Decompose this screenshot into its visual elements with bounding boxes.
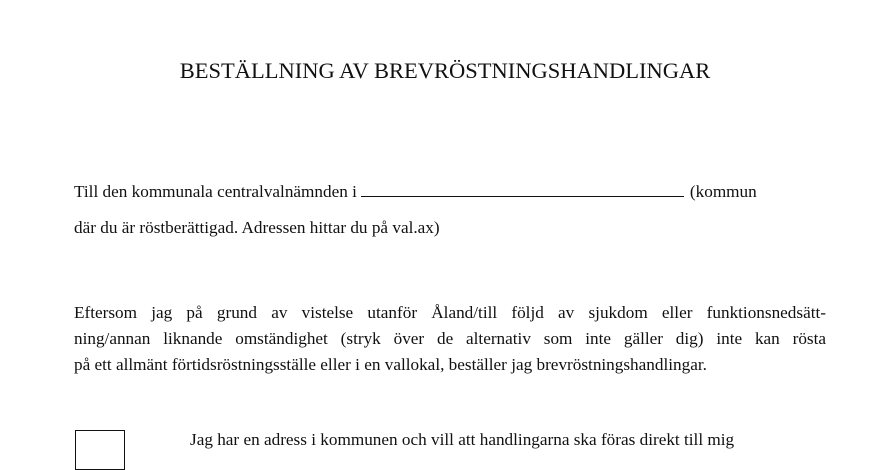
recipient-suffix: (kommun [689,182,757,201]
option-label-direct-delivery: Jag har en adress i kommunen och vill att handlingarna ska föras direkt till mig [190,430,735,449]
recipient-line-2: där du är röstberättigad. Adressen hittar du på val.ax) [74,218,440,237]
recipient-line [74,182,757,202]
recipient-prefix: Till den kommunala centralvalnämnden i [74,182,357,201]
page-title: BESTÄLLNING AV BREVRÖSTNINGSHANDLINGAR [179,58,711,83]
municipality-field[interactable] [361,182,684,197]
option-checkbox-direct-delivery[interactable] [75,430,125,470]
reason-line-2: ning/annan liknande omständighet (stryk över de alternativ som inte gäller dig) inte kan rösta [74,329,826,348]
reason-line-1: Eftersom jag på grund av vistelse utanför Åland/till följd av sjukdom eller funktionsnedsätt- [74,303,826,322]
reason-line-3: på ett allmänt förtidsröstningsställe eller i en vallokal, beställer jag brevröstningshandlingar. [74,355,707,374]
